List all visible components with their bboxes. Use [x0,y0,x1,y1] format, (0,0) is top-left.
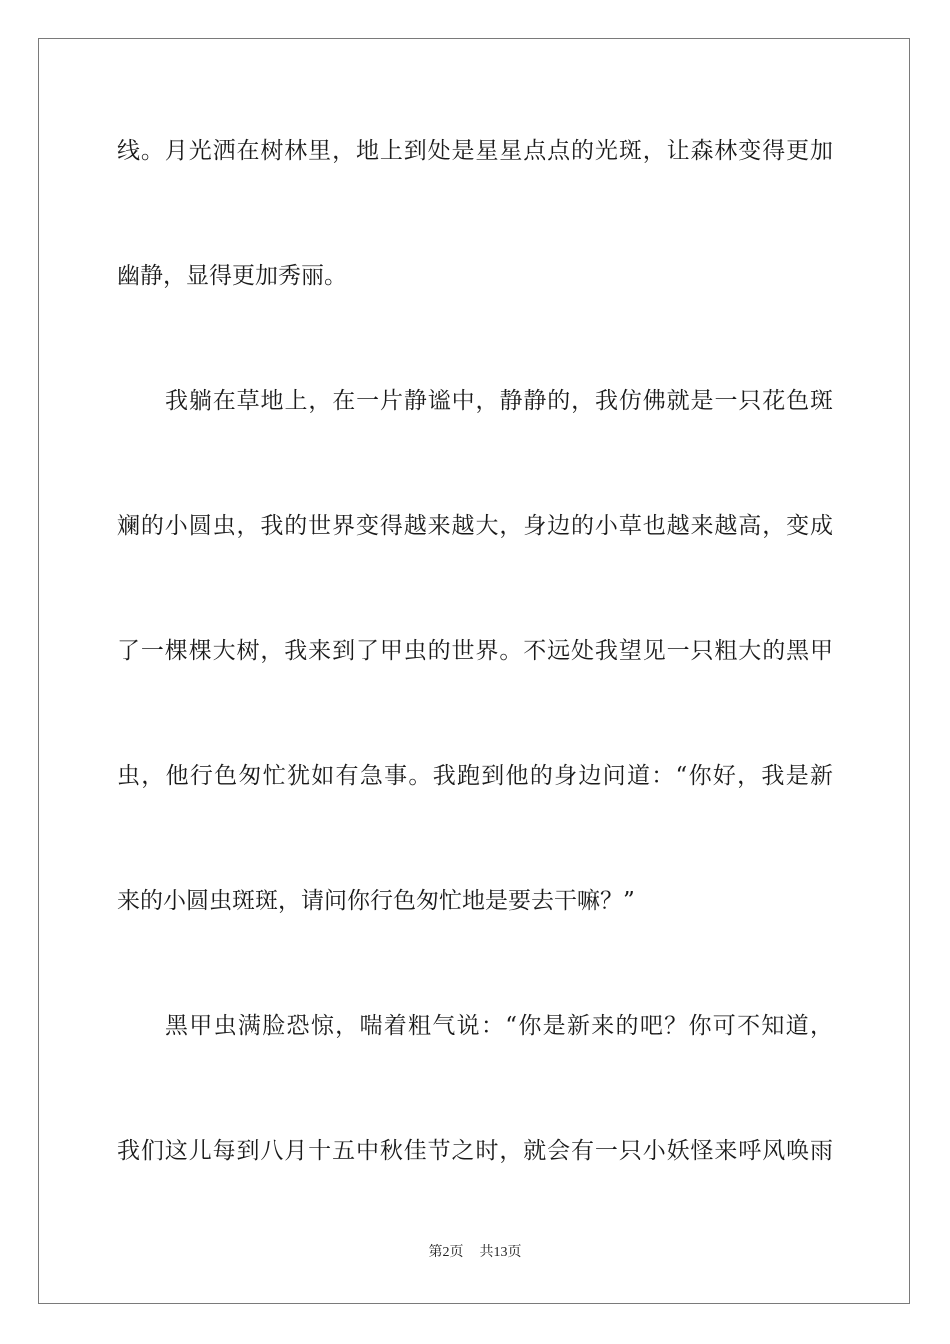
text-line-2: 幽静，显得更加秀丽。 [117,263,347,289]
text-line-4: 斓的小圆虫，我的世界变得越来越大，身边的小草也越来越高，变成 [117,513,833,539]
text-line-5: 了一棵棵大树，我来到了甲虫的世界。不远处我望见一只粗大的黑甲 [117,638,833,664]
page-border [38,38,910,1304]
page-suffix: 页 [449,1244,464,1260]
total-prefix: 共 [479,1244,494,1260]
text-line-8: 黑甲虫满脸恐惊，喘着粗气说：“你是新来的吧？你可不知道， [165,1013,833,1039]
text-line-1: 线。月光洒在树林里，地上到处是星星点点的光斑，让森林变得更加 [117,138,833,164]
page-prefix: 第 [428,1244,443,1260]
text-line-9: 我们这儿每到八月十五中秋佳节之时，就会有一只小妖怪来呼风唤雨 [117,1138,833,1164]
text-line-3: 我躺在草地上，在一片静谧中，静静的，我仿佛就是一只花色斑 [165,388,833,414]
text-line-6: 虫，他行色匆忙犹如有急事。我跑到他的身边问道：“你好，我是新 [117,763,833,789]
total-suffix: 页 [507,1244,522,1260]
text-line-7: 来的小圆虫斑斑，请问你行色匆忙地是要去干嘛？” [117,888,635,914]
page-number: 2 [442,1245,450,1260]
page-footer [0,1243,950,1262]
total-pages: 13 [493,1245,508,1260]
